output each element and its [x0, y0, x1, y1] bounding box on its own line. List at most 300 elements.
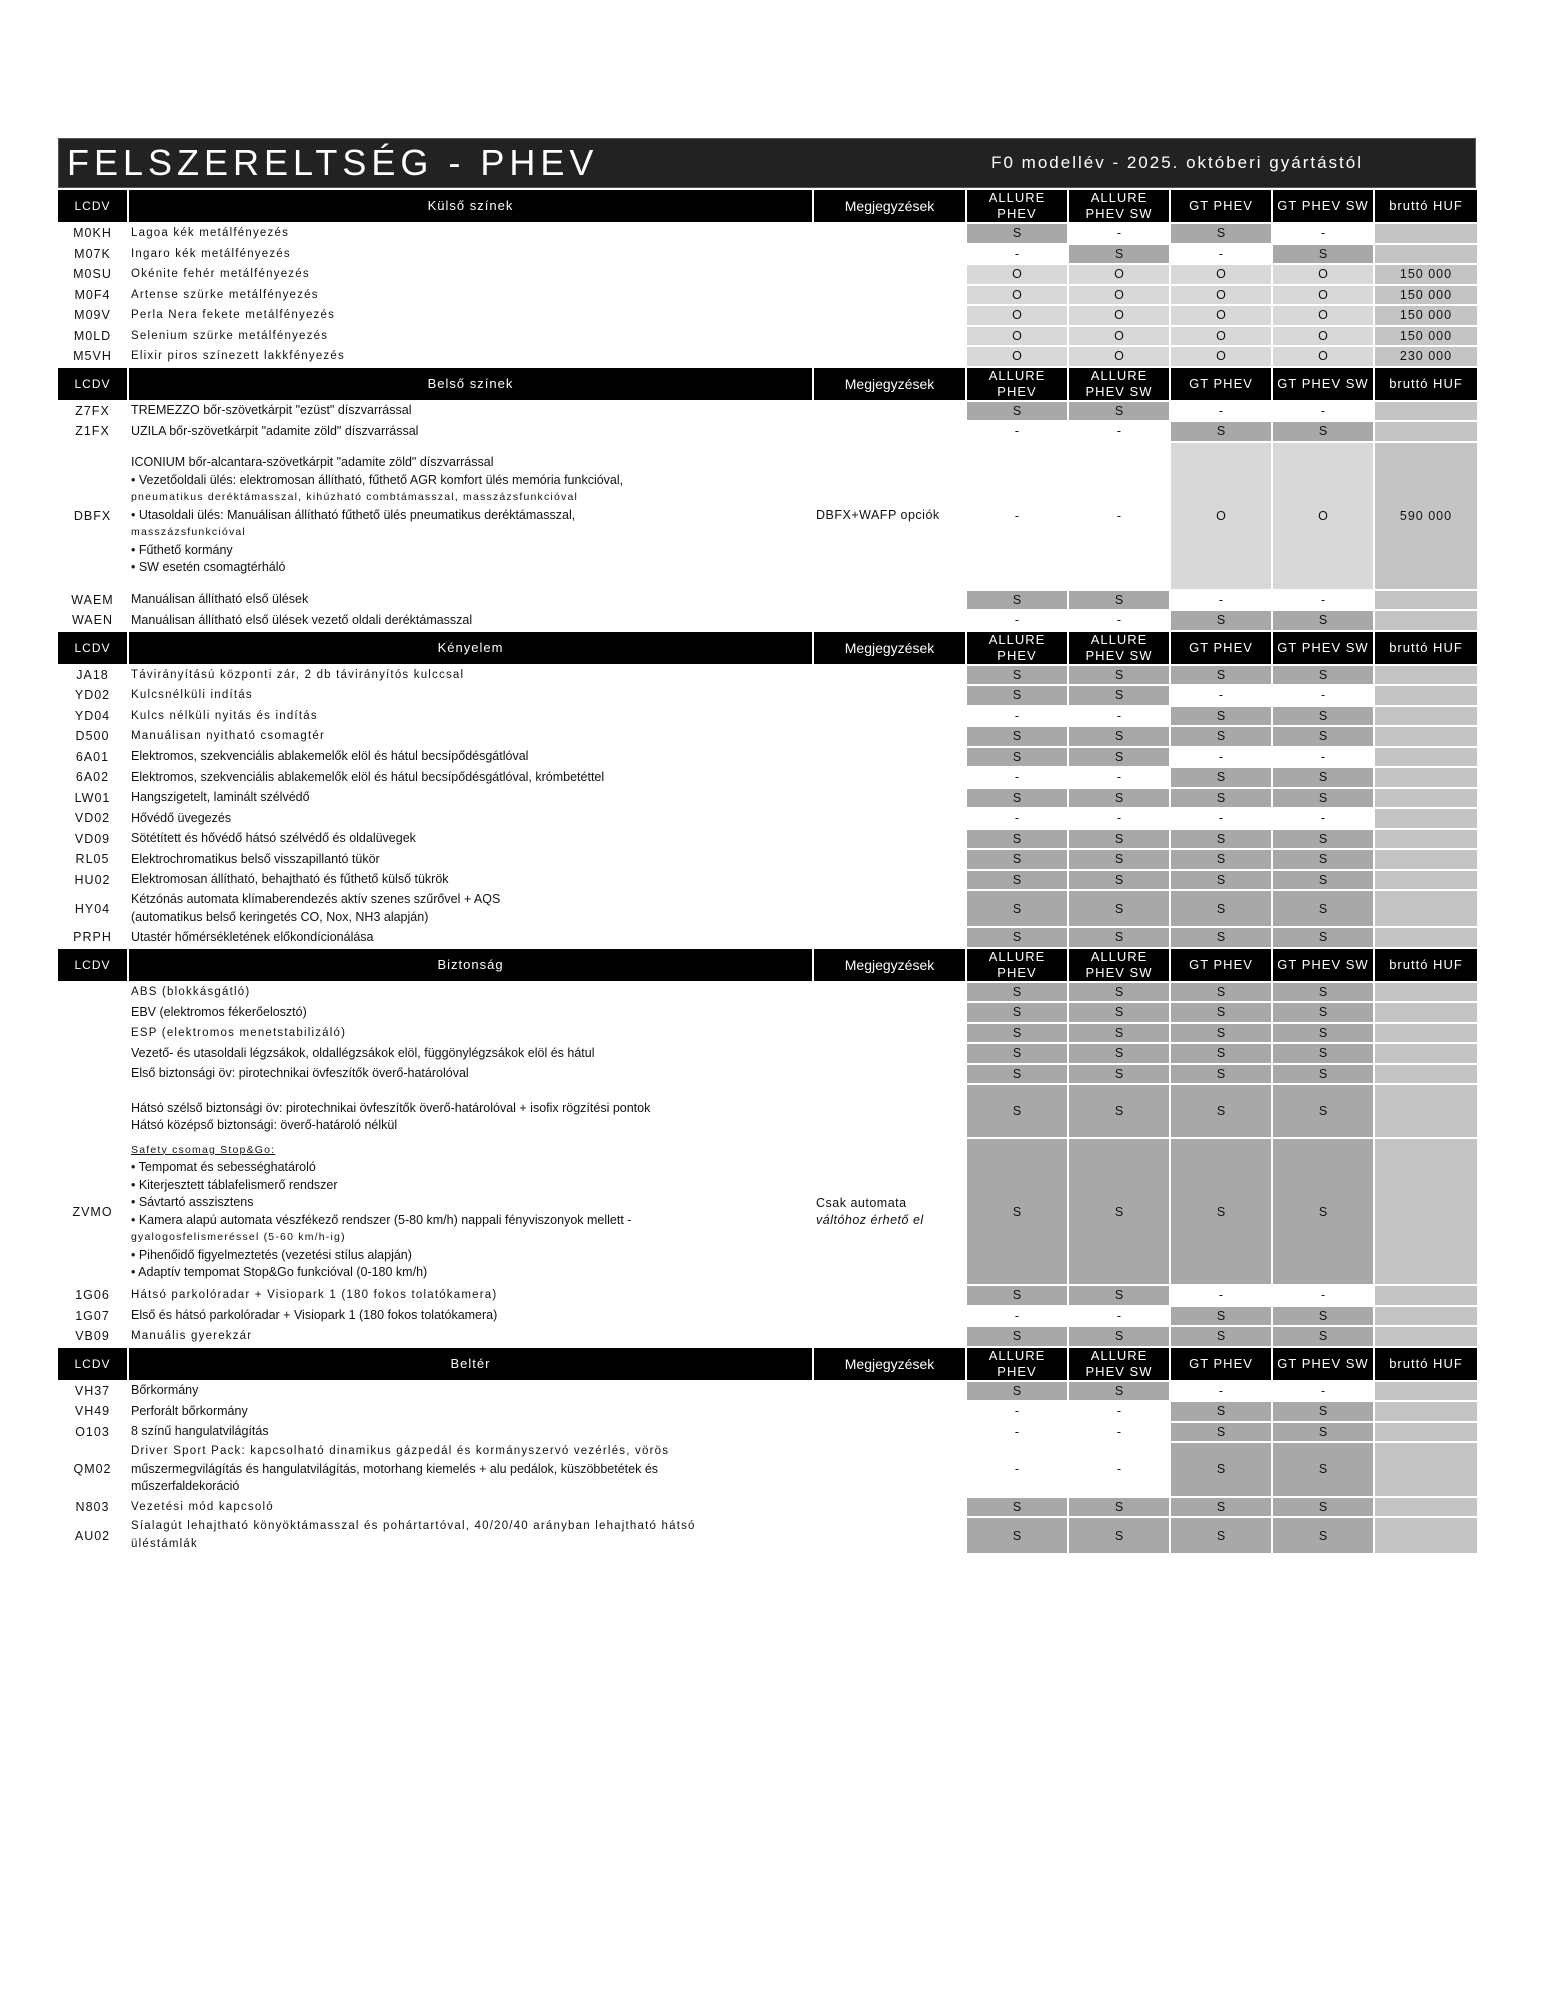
row-note: [814, 1443, 965, 1496]
header-trim3-label: GT PHEV: [1189, 375, 1253, 391]
header-trim3-label: GT PHEV: [1189, 639, 1253, 655]
row-value-trim3: [1171, 327, 1271, 346]
row-value-text: S: [1216, 831, 1226, 846]
row-note-line: Csak automata: [816, 1195, 907, 1210]
header-trim4: [1273, 368, 1373, 400]
row-value-text: -: [1218, 1383, 1224, 1398]
row-value-trim1: [967, 245, 1067, 264]
row-price: [1375, 327, 1477, 346]
section-title-label: Kényelem: [437, 639, 504, 655]
row-value-trim2: [1069, 666, 1169, 685]
row-value-text: S: [1114, 246, 1124, 261]
row-value-text: S: [1114, 1499, 1124, 1514]
row-value-trim1: [967, 666, 1067, 685]
section-header-kulso: [58, 190, 1477, 222]
row-note: [814, 1402, 965, 1421]
header-notes-label: Megjegyzések: [844, 198, 935, 214]
row-value-text: S: [1216, 1424, 1226, 1439]
header-price-label: bruttó HUF: [1389, 375, 1463, 391]
row-code-text: VB09: [75, 1329, 110, 1344]
row-note: [814, 666, 965, 685]
row-note: [814, 265, 965, 284]
row-value-text: -: [1014, 1424, 1020, 1439]
row-code-text: 1G06: [75, 1288, 110, 1303]
row-value-trim1: [967, 1443, 1067, 1496]
row-value-trim4: [1273, 1024, 1373, 1043]
row-value-text: -: [1320, 403, 1326, 418]
header-trim2-line: ALLURE: [1090, 190, 1148, 205]
row-value-trim2: [1069, 611, 1169, 630]
row-value-trim1: [967, 789, 1067, 808]
row-note: [814, 928, 965, 947]
row-code: [58, 245, 127, 264]
row-code: [58, 1139, 127, 1284]
row-value-trim2: [1069, 286, 1169, 305]
header-price-label: bruttó HUF: [1389, 639, 1463, 655]
row-value-text: S: [1318, 984, 1328, 999]
row-code: [58, 1327, 127, 1346]
row-price: [1375, 1443, 1477, 1496]
row-description-text: Elektrochromatikus belső visszapillantó tükör: [131, 851, 380, 866]
table-row: [58, 1327, 1477, 1346]
header-trim2: [1069, 632, 1169, 664]
row-value-text: S: [1216, 708, 1226, 723]
row-price: [1375, 666, 1477, 685]
row-value-trim3: [1171, 891, 1271, 926]
row-description: [129, 983, 812, 1002]
table-row: [58, 1286, 1477, 1305]
row-code: [58, 727, 127, 746]
row-note: [814, 1423, 965, 1442]
row-code-text: M0KH: [73, 226, 112, 241]
row-value-trim3: [1171, 443, 1271, 589]
row-code: [58, 443, 127, 589]
header-price: [1375, 632, 1477, 664]
row-description: [129, 402, 812, 421]
row-description: [129, 286, 812, 305]
row-code-text: M0LD: [73, 328, 112, 343]
row-description: [129, 1423, 812, 1442]
row-note: [814, 1518, 965, 1553]
row-value-text: S: [1012, 1005, 1022, 1020]
header-trim2-line: PHEV SW: [1085, 383, 1153, 399]
row-value-text: S: [1318, 1404, 1328, 1419]
row-note: [814, 1307, 965, 1326]
row-value-trim2: [1069, 1307, 1169, 1326]
header-price: [1375, 368, 1477, 400]
header-trim2-line: ALLURE: [1090, 631, 1148, 647]
row-value-text: S: [1318, 790, 1328, 805]
row-value-text: S: [1216, 852, 1226, 867]
row-value-text: S: [1216, 226, 1226, 241]
header-notes: [814, 368, 965, 400]
row-note: [814, 891, 965, 926]
row-value-trim1: [967, 286, 1067, 305]
header-trim1-line: PHEV: [997, 647, 1037, 663]
row-value-trim3: [1171, 1085, 1271, 1137]
row-code: [58, 422, 127, 441]
header-trim3: [1171, 949, 1271, 981]
row-code-text: N803: [75, 1499, 110, 1514]
row-code-text: QM02: [73, 1462, 112, 1477]
row-description-text: Manuálisan állítható első ülések vezető oldali deréktámasszal: [131, 612, 473, 627]
table-row: [58, 928, 1477, 947]
table-row: [58, 1423, 1477, 1442]
row-value-trim1: [967, 1044, 1067, 1063]
row-description-text: Hővédő üvegezés: [131, 810, 232, 825]
row-note: [814, 1498, 965, 1517]
row-code: [58, 1044, 127, 1063]
row-value-text: S: [1318, 1528, 1328, 1543]
header-lcdv-label: LCDV: [74, 640, 111, 655]
row-value-text: O: [1216, 508, 1226, 523]
table-row: [58, 1518, 1477, 1553]
row-price: [1375, 789, 1477, 808]
row-value-text: S: [1012, 1025, 1022, 1040]
row-description: [129, 1498, 812, 1517]
row-value-text: S: [1216, 1204, 1226, 1219]
row-note: [814, 1382, 965, 1401]
row-value-text: -: [1116, 811, 1122, 826]
row-value-text: -: [1218, 688, 1224, 703]
row-price-text: 230 000: [1399, 349, 1453, 364]
header-price-label: bruttó HUF: [1389, 198, 1463, 213]
row-value-trim2: [1069, 727, 1169, 746]
row-value-text: -: [1116, 226, 1122, 241]
row-value-text: S: [1114, 901, 1124, 916]
row-description: [129, 1139, 812, 1284]
row-code-text: WAEN: [71, 613, 114, 628]
table-row: [58, 286, 1477, 305]
row-description-line: • Fűthető kormány: [131, 542, 233, 557]
row-value-text: S: [1114, 667, 1124, 682]
row-value-trim3: [1171, 809, 1271, 828]
row-value-text: S: [1114, 852, 1124, 867]
row-price: [1375, 224, 1477, 243]
row-note: [814, 1065, 965, 1084]
row-value-trim2: [1069, 402, 1169, 421]
row-code-text: M09V: [74, 308, 111, 323]
row-value-text: S: [1012, 1046, 1022, 1061]
header-notes: [814, 1348, 965, 1380]
row-description-text: ABS (blokkásgátló): [131, 985, 251, 998]
header-trim4: [1273, 190, 1373, 222]
row-value-trim1: [967, 891, 1067, 926]
header-notes-label: Megjegyzések: [844, 639, 935, 656]
row-note-line: váltóhoz érhető el: [816, 1212, 924, 1227]
row-value-text: -: [1320, 749, 1326, 764]
row-note: [814, 830, 965, 849]
row-value-text: S: [1012, 688, 1022, 703]
row-value-trim3: [1171, 1498, 1271, 1517]
table-row: [58, 830, 1477, 849]
equipment-table: [56, 188, 1479, 1555]
row-value-text: -: [1014, 1404, 1020, 1419]
row-value-trim2: [1069, 265, 1169, 284]
row-description: [129, 928, 812, 947]
table-row: [58, 306, 1477, 325]
row-value-trim4: [1273, 1518, 1373, 1553]
row-description-line: Síalagút lehajtható könyöktámasszal és pohártartóval, 40/20/40 arányban lehajtható hátsó: [131, 1520, 696, 1532]
row-value-trim4: [1273, 928, 1373, 947]
row-value-trim3: [1171, 727, 1271, 746]
row-value-text: -: [1014, 811, 1020, 826]
row-value-trim3: [1171, 686, 1271, 705]
row-value-trim4: [1273, 1327, 1373, 1346]
row-value-trim3: [1171, 871, 1271, 890]
row-value-text: S: [1012, 901, 1022, 916]
header-trim2: [1069, 1348, 1169, 1380]
row-value-text: S: [1114, 1383, 1124, 1398]
row-value-text: S: [1318, 613, 1328, 628]
row-description-text: Okénite fehér metálfényezés: [131, 268, 310, 280]
row-code-text: JA18: [76, 667, 109, 682]
row-value-trim4: [1273, 666, 1373, 685]
row-value-trim4: [1273, 1307, 1373, 1326]
row-value-trim4: [1273, 850, 1373, 869]
row-value-text: S: [1216, 1404, 1226, 1419]
header-trim4: [1273, 632, 1373, 664]
header-trim2-line: ALLURE: [1090, 948, 1148, 964]
row-value-trim1: [967, 1286, 1067, 1305]
row-value-text: S: [1318, 1329, 1328, 1344]
row-value-trim2: [1069, 1402, 1169, 1421]
row-value-trim3: [1171, 1443, 1271, 1496]
row-note: [814, 768, 965, 787]
row-value-text: S: [1216, 1025, 1226, 1040]
row-value-trim4: [1273, 1498, 1373, 1517]
row-value-trim1: [967, 850, 1067, 869]
row-price-text: 150 000: [1399, 267, 1453, 282]
row-price: [1375, 1327, 1477, 1346]
row-value-text: -: [1014, 613, 1020, 628]
table-row: [58, 768, 1477, 787]
row-value-text: O: [1318, 328, 1328, 343]
header-trim1: [967, 949, 1067, 981]
row-description-text: Kulcs nélküli nyitás és indítás: [131, 709, 318, 722]
row-description-text: Sötétített és hővédő hátsó szélvédő és oldalüvegek: [131, 831, 416, 845]
row-value-text: -: [1218, 1288, 1224, 1303]
row-description: [129, 224, 812, 243]
row-note: [814, 306, 965, 325]
row-code: [58, 1024, 127, 1043]
row-value-text: S: [1012, 749, 1022, 764]
row-value-trim2: [1069, 1382, 1169, 1401]
row-price: [1375, 1065, 1477, 1084]
header-trim2-line: ALLURE: [1090, 367, 1148, 383]
row-value-text: S: [1114, 790, 1124, 805]
row-value-text: -: [1014, 1308, 1020, 1323]
row-value-trim1: [967, 1423, 1067, 1442]
row-value-text: O: [1012, 287, 1022, 302]
row-description-text: Hangszigetelt, laminált szélvédő: [131, 790, 310, 804]
table-row: [58, 871, 1477, 890]
row-value-trim4: [1273, 286, 1373, 305]
row-code: [58, 1443, 127, 1496]
row-note: [814, 809, 965, 828]
row-note: [814, 611, 965, 630]
row-description: [129, 611, 812, 630]
row-value-trim4: [1273, 611, 1373, 630]
row-description-line: • Tempomat és sebességhatároló: [131, 1160, 316, 1174]
row-code: [58, 928, 127, 947]
row-value-trim3: [1171, 707, 1271, 726]
row-value-trim3: [1171, 928, 1271, 947]
row-description-line: • Pihenőidő figyelmeztetés (vezetési stílus alapján): [131, 1247, 412, 1262]
row-price: [1375, 422, 1477, 441]
row-code-text: DBFX: [73, 508, 112, 523]
row-value-text: S: [1114, 403, 1124, 418]
row-value-trim2: [1069, 768, 1169, 787]
row-value-text: -: [1116, 424, 1122, 439]
row-value-text: S: [1318, 1499, 1328, 1514]
row-description: [129, 891, 812, 926]
row-description-line: ICONIUM bőr-alcantara-szövetkárpit "adamite zöld" díszvarrással: [131, 455, 494, 470]
row-value-text: S: [1012, 667, 1022, 682]
header-lcdv: [58, 632, 127, 664]
header-trim4-label: GT PHEV SW: [1277, 639, 1369, 655]
row-code-text: VD09: [74, 831, 111, 846]
table-row: [58, 850, 1477, 869]
row-description-line: Driver Sport Pack: kapcsolható dinamikus gázpedál és kormányszervó vezérlés, vörös: [131, 1445, 670, 1457]
header-trim3: [1171, 1348, 1271, 1380]
header-trim4-label: GT PHEV SW: [1277, 375, 1369, 391]
row-note: [814, 1327, 965, 1346]
row-description: [129, 830, 812, 849]
row-code: [58, 1065, 127, 1084]
row-value-text: O: [1318, 287, 1328, 302]
row-description: [129, 327, 812, 346]
header-trim3-label: GT PHEV: [1189, 956, 1253, 972]
row-description-text: Bőrkormány: [131, 1383, 199, 1397]
row-note: [814, 727, 965, 746]
row-value-trim4: [1273, 1044, 1373, 1063]
row-description: [129, 443, 812, 589]
row-description: [129, 1024, 812, 1043]
table-row: [58, 809, 1477, 828]
row-note: [814, 789, 965, 808]
header-price-label: bruttó HUF: [1389, 1355, 1463, 1371]
row-value-text: O: [1318, 267, 1328, 282]
row-value-text: -: [1218, 246, 1224, 261]
row-value-text: -: [1320, 226, 1326, 241]
header-trim3: [1171, 368, 1271, 400]
row-value-text: -: [1116, 1424, 1122, 1439]
row-value-trim3: [1171, 347, 1271, 366]
row-code: [58, 1423, 127, 1442]
row-price: [1375, 1139, 1477, 1284]
row-value-trim3: [1171, 265, 1271, 284]
row-value-text: O: [1318, 508, 1328, 523]
row-value-trim3: [1171, 1327, 1271, 1346]
row-value-trim3: [1171, 830, 1271, 849]
header-notes-label: Megjegyzések: [844, 1355, 935, 1372]
table-row: [58, 1443, 1477, 1496]
header-price: [1375, 190, 1477, 222]
row-description-text: Kulcsnélküli indítás: [131, 689, 253, 701]
row-description-text: EBV (elektromos fékerőelosztó): [131, 1004, 307, 1019]
row-code: [58, 850, 127, 869]
row-value-trim2: [1069, 809, 1169, 828]
row-value-trim4: [1273, 686, 1373, 705]
row-value-text: S: [1318, 708, 1328, 723]
row-value-trim2: [1069, 1327, 1169, 1346]
row-value-trim2: [1069, 850, 1169, 869]
row-value-text: S: [1114, 729, 1124, 744]
table-row: [58, 224, 1477, 243]
row-value-text: S: [1318, 1066, 1328, 1081]
row-value-text: -: [1218, 592, 1224, 607]
section-title-belso: [129, 368, 812, 400]
row-code-text: D500: [75, 729, 110, 744]
row-price: [1375, 611, 1477, 630]
row-code-text: 1G07: [75, 1308, 110, 1323]
row-value-trim4: [1273, 727, 1373, 746]
table-row: [58, 983, 1477, 1002]
row-description: [129, 245, 812, 264]
row-value-trim4: [1273, 983, 1373, 1002]
header-trim1-line: ALLURE: [988, 948, 1046, 964]
header-trim1-line: PHEV: [997, 206, 1037, 221]
row-description-line: • Sávtartó asszisztens: [131, 1195, 254, 1209]
row-code-text: Z1FX: [75, 424, 110, 439]
row-note: [814, 591, 965, 610]
row-value-trim2: [1069, 871, 1169, 890]
row-value-trim4: [1273, 402, 1373, 421]
row-code-text: HU02: [74, 872, 111, 887]
row-description: [129, 748, 812, 767]
row-price: [1375, 1085, 1477, 1137]
row-value-trim4: [1273, 224, 1373, 243]
row-value-trim4: [1273, 347, 1373, 366]
row-code-text: AU02: [74, 1528, 111, 1543]
header-trim3: [1171, 190, 1271, 222]
row-value-trim4: [1273, 265, 1373, 284]
row-value-trim1: [967, 611, 1067, 630]
row-value-trim3: [1171, 850, 1271, 869]
row-code: [58, 347, 127, 366]
row-code: [58, 1382, 127, 1401]
row-code: [58, 306, 127, 325]
row-description-text: Vezetési mód kapcsoló: [131, 1500, 274, 1513]
row-value-trim3: [1171, 1382, 1271, 1401]
row-code-text: VH49: [74, 1404, 111, 1419]
row-value-text: -: [1218, 749, 1224, 764]
row-value-trim1: [967, 1498, 1067, 1517]
row-value-trim4: [1273, 1065, 1373, 1084]
row-value-text: S: [1012, 1066, 1022, 1081]
row-description-text: Ingaro kék metálfényezés: [131, 247, 291, 260]
row-value-trim4: [1273, 1402, 1373, 1421]
row-description-line: masszázsfunkcióval: [131, 526, 246, 539]
row-description-text: Artense szürke metálfényezés: [131, 288, 319, 301]
row-value-text: S: [1318, 831, 1328, 846]
table-row: [58, 1382, 1477, 1401]
row-code-text: M0F4: [74, 287, 111, 302]
row-value-trim3: [1171, 422, 1271, 441]
row-value-text: -: [1116, 508, 1122, 523]
section-title-belter: [129, 1348, 812, 1380]
row-value-text: O: [1216, 308, 1226, 323]
row-value-text: -: [1116, 1308, 1122, 1323]
row-value-text: -: [1320, 1383, 1326, 1398]
row-value-trim3: [1171, 591, 1271, 610]
row-value-text: S: [1114, 930, 1124, 945]
row-value-trim3: [1171, 245, 1271, 264]
row-value-text: S: [1216, 1005, 1226, 1020]
row-value-trim2: [1069, 1498, 1169, 1517]
row-value-trim3: [1171, 1139, 1271, 1284]
